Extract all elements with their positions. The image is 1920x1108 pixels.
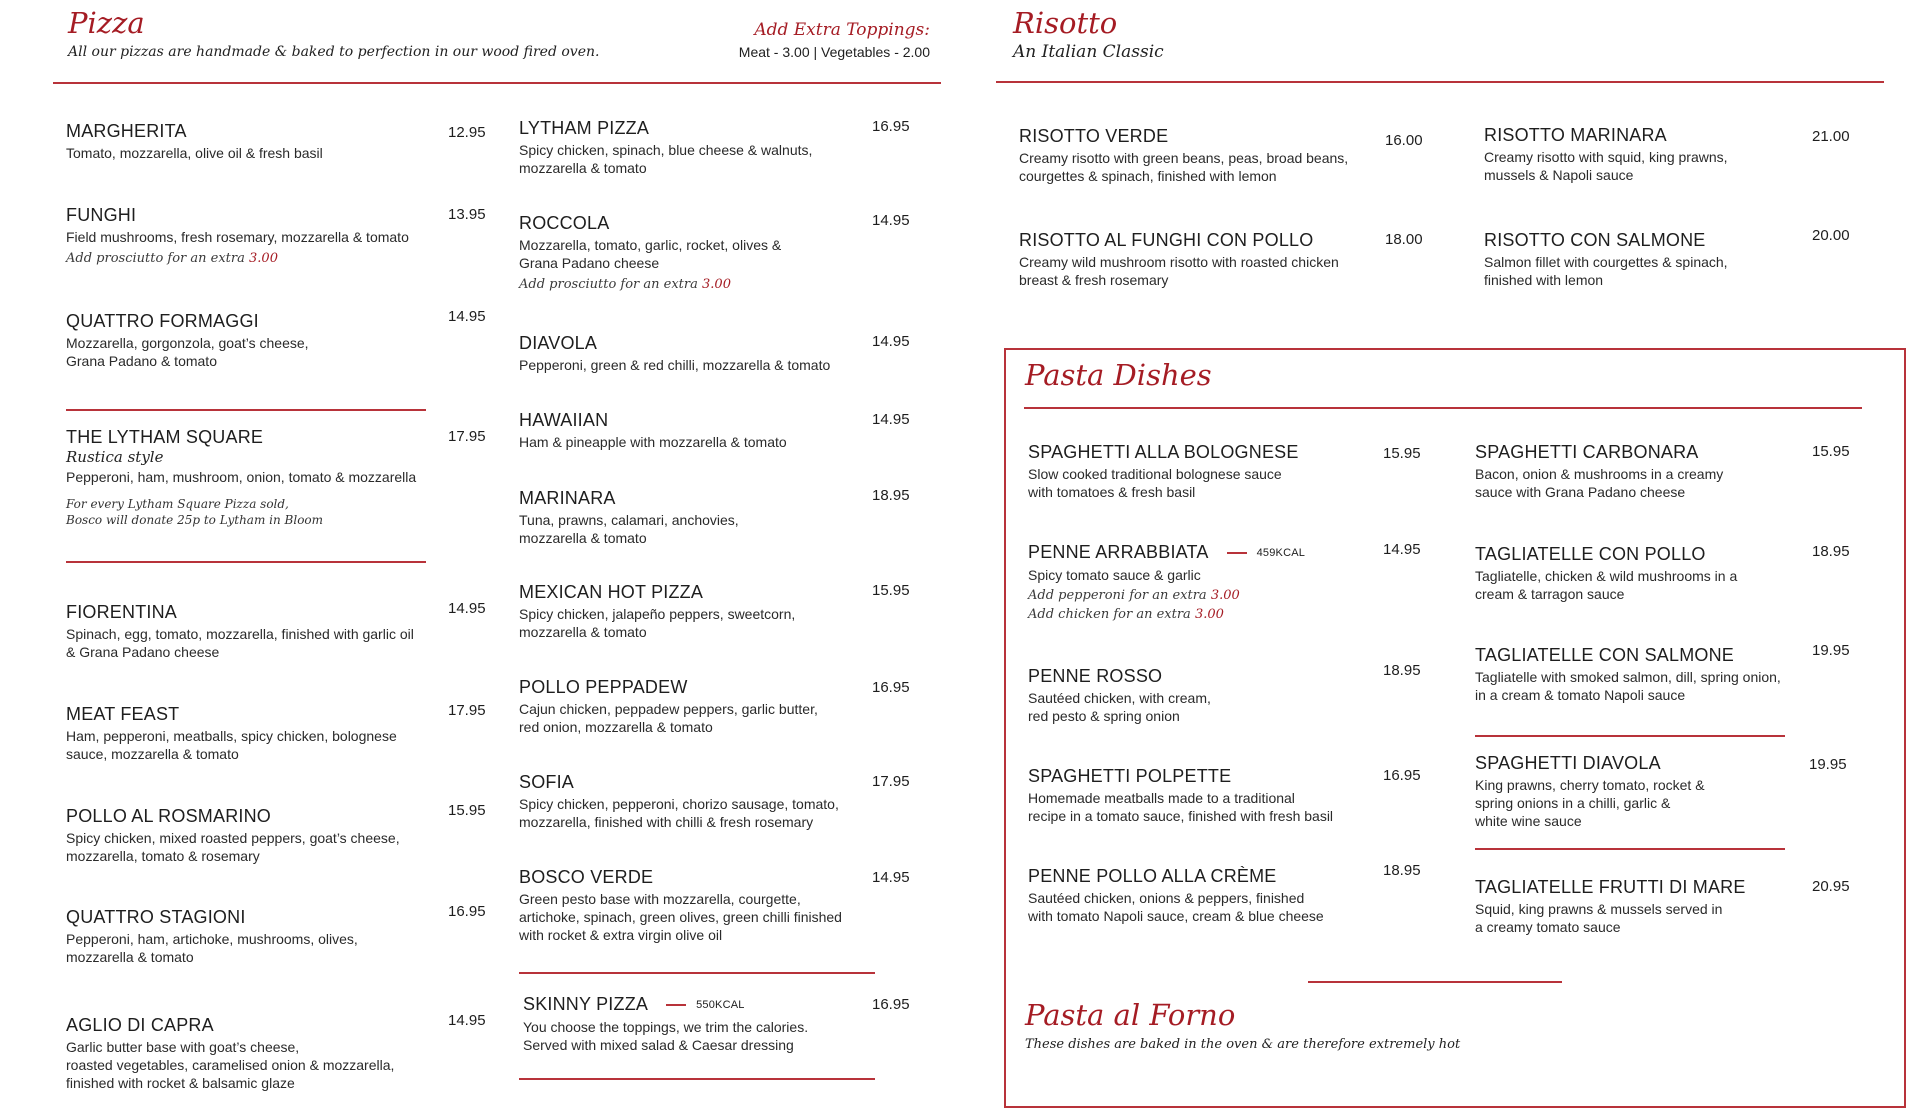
menu-item-risotto-marinara: RISOTTO MARINARA Creamy risotto with squid, king prawns, mussels & Napoli sauce xyxy=(1484,125,1728,183)
price-aglio-di-capra: 14.95 xyxy=(448,1012,486,1029)
price-tagliatelle-frutti-di-mare: 20.95 xyxy=(1812,878,1850,895)
pizza-divider-3 xyxy=(519,972,875,974)
menu-item-roccola: ROCCOLA Mozzarella, tomato, garlic, rocket, olives & Grana Padano cheese Add prosciutto for an extra 3.00 xyxy=(519,213,782,292)
price-tagliatelle-con-pollo: 18.95 xyxy=(1812,543,1850,560)
price-bosco-verde: 14.95 xyxy=(872,869,910,886)
menu-item-spaghetti-carbonara: SPAGHETTI CARBONARA Bacon, onion & mushrooms in a creamy sauce with Grana Padano cheese xyxy=(1475,442,1724,500)
menu-item-risotto-con-salmone: RISOTTO CON SALMONE Salmon fillet with courgettes & spinach, finished with lemon xyxy=(1484,230,1728,288)
pasta-title: Pasta Dishes xyxy=(1025,358,1212,392)
pizza-header-divider xyxy=(53,82,941,84)
menu-item-hawaiian: HAWAIIAN Ham & pineapple with mozzarella & tomato xyxy=(519,410,787,450)
price-skinny-pizza: 16.95 xyxy=(872,996,910,1013)
price-risotto-al-funghi-con-pollo: 18.00 xyxy=(1385,231,1423,248)
menu-item-lytham-pizza: LYTHAM PIZZA Spicy chicken, spinach, blue cheese & walnuts, mozzarella & tomato xyxy=(519,118,813,176)
kcal-badge: 550KCAL xyxy=(666,999,745,1011)
pizza-subtitle: All our pizzas are handmade & baked to perfection in our wood fired oven. xyxy=(68,44,600,60)
menu-item-tagliatelle-frutti-di-mare: TAGLIATELLE FRUTTI DI MARE Squid, king prawns & mussels served in a creamy tomato sauce xyxy=(1475,877,1746,935)
menu-item-lytham-square: THE LYTHAM SQUARE Rustica style Pepperoni, ham, mushroom, onion, tomato & mozzarella For every Lytham Square Pizza sold, Bosco will donate 25p to Lytham in Bloom xyxy=(66,427,417,527)
menu-item-margherita: MARGHERITA Tomato, mozzarella, olive oil & fresh basil xyxy=(66,121,323,161)
price-quattro-formaggi: 14.95 xyxy=(448,308,486,325)
pizza-divider-4 xyxy=(519,1078,875,1080)
menu-item-quattro-stagioni: QUATTRO STAGIONI Pepperoni, ham, artichoke, mushrooms, olives, mozzarella & tomato xyxy=(66,907,358,965)
price-funghi: 13.95 xyxy=(448,206,486,223)
menu-item-skinny-pizza: SKINNY PIZZA 550KCAL You choose the toppings, we trim the calories. Served with mixed salad & Caesar dressing xyxy=(523,994,809,1054)
risotto-title: Risotto xyxy=(1013,6,1118,40)
price-spaghetti-polpette: 16.95 xyxy=(1383,767,1421,784)
pizza-divider-1 xyxy=(66,409,426,411)
menu-item-pollo-peppadew: POLLO PEPPADEW Cajun chicken, peppadew peppers, garlic butter, red onion, mozzarella & tomato xyxy=(519,677,818,735)
price-risotto-con-salmone: 20.00 xyxy=(1812,227,1850,244)
price-spaghetti-alla-bolognese: 15.95 xyxy=(1383,445,1421,462)
menu-item-risotto-verde: RISOTTO VERDE Creamy risotto with green beans, peas, broad beans, courgettes & spinach, finished with lemon xyxy=(1019,126,1349,184)
menu-item-marinara: MARINARA Tuna, prawns, calamari, anchovies, mozzarella & tomato xyxy=(519,488,739,546)
menu-item-spaghetti-diavola: SPAGHETTI DIAVOLA King prawns, cherry tomato, rocket & spring onions in a chilli, garlic & white wine sauce xyxy=(1475,753,1705,829)
price-lytham-pizza: 16.95 xyxy=(872,118,910,135)
menu-item-sofia: SOFIA Spicy chicken, pepperoni, chorizo sausage, tomato, mozzarella, finished with chilli & fresh rosemary xyxy=(519,772,839,830)
price-pollo-al-rosmarino: 15.95 xyxy=(448,802,486,819)
menu-item-risotto-al-funghi-con-pollo: RISOTTO AL FUNGHI CON POLLO Creamy wild mushroom risotto with roasted chicken breast & fresh rosemary xyxy=(1019,230,1339,288)
price-spaghetti-carbonara: 15.95 xyxy=(1812,443,1850,460)
menu-item-mexican-hot-pizza: MEXICAN HOT PIZZA Spicy chicken, jalapeño peppers, sweetcorn, mozzarella & tomato xyxy=(519,582,796,640)
risotto-subtitle: An Italian Classic xyxy=(1013,42,1164,62)
pasta-divider-1 xyxy=(1475,735,1785,737)
price-diavola: 14.95 xyxy=(872,333,910,350)
price-margherita: 12.95 xyxy=(448,124,486,141)
menu-item-tagliatelle-con-salmone: TAGLIATELLE CON SALMONE Tagliatelle with smoked salmon, dill, spring onion, in a cream & tomato Napoli sauce xyxy=(1475,645,1781,703)
forno-title: Pasta al Forno xyxy=(1025,998,1236,1032)
price-marinara: 18.95 xyxy=(872,487,910,504)
price-risotto-verde: 16.00 xyxy=(1385,132,1423,149)
menu-item-fiorentina: FIORENTINA Spinach, egg, tomato, mozzarella, finished with garlic oil & Grana Padano cheese xyxy=(66,602,414,660)
extra-toppings-prices: Meat - 3.00 | Vegetables - 2.00 xyxy=(738,44,930,60)
pasta-divider-3 xyxy=(1308,981,1562,983)
price-pollo-peppadew: 16.95 xyxy=(872,679,910,696)
menu-item-funghi: FUNGHI Field mushrooms, fresh rosemary, mozzarella & tomato Add prosciutto for an extra 3.00 xyxy=(66,205,409,266)
price-sofia: 17.95 xyxy=(872,773,910,790)
price-spaghetti-diavola: 19.95 xyxy=(1809,756,1847,773)
menu-item-penne-rosso: PENNE ROSSO Sautéed chicken, with cream, red pesto & spring onion xyxy=(1028,666,1211,724)
price-fiorentina: 14.95 xyxy=(448,600,486,617)
price-penne-rosso: 18.95 xyxy=(1383,662,1421,679)
pasta-divider-2 xyxy=(1475,848,1785,850)
menu-item-penne-arrabbiata: PENNE ARRABBIATA 459KCAL Spicy tomato sauce & garlic Add pepperoni for an extra 3.00 Add chicken for an extra 3.00 xyxy=(1028,542,1306,623)
menu-item-aglio-di-capra: AGLIO DI CAPRA Garlic butter base with goat’s cheese, roasted vegetables, caramelised onion & mozzarella, finished with rocket & balsamic glaze xyxy=(66,1015,395,1091)
menu-item-diavola: DIAVOLA Pepperoni, green & red chilli, mozzarella & tomato xyxy=(519,333,831,373)
menu-item-quattro-formaggi: QUATTRO FORMAGGI Mozzarella, gorgonzola, goat’s cheese, Grana Padano & tomato xyxy=(66,311,309,369)
risotto-header-divider xyxy=(996,81,1884,83)
price-lytham-square: 17.95 xyxy=(448,428,486,445)
price-tagliatelle-con-salmone: 19.95 xyxy=(1812,642,1850,659)
price-penne-arrabbiata: 14.95 xyxy=(1383,541,1421,558)
menu-item-bosco-verde: BOSCO VERDE Green pesto base with mozzarella, courgette, artichoke, spinach, green olives, green chilli finished with rocket & extra virgin olive oil xyxy=(519,867,842,943)
price-meat-feast: 17.95 xyxy=(448,702,486,719)
kcal-badge: 459KCAL xyxy=(1227,547,1306,559)
extra-toppings-title: Add Extra Toppings: xyxy=(754,20,930,40)
price-roccola: 14.95 xyxy=(872,212,910,229)
price-quattro-stagioni: 16.95 xyxy=(448,903,486,920)
pasta-header-divider xyxy=(1024,407,1862,409)
pizza-divider-2 xyxy=(66,561,426,563)
menu-item-tagliatelle-con-pollo: TAGLIATELLE CON POLLO Tagliatelle, chicken & wild mushrooms in a cream & tarragon sauce xyxy=(1475,544,1738,602)
menu-item-spaghetti-polpette: SPAGHETTI POLPETTE Homemade meatballs made to a traditional recipe in a tomato sauce, finished with fresh basil xyxy=(1028,766,1334,824)
pizza-title: Pizza xyxy=(68,6,145,40)
price-mexican-hot-pizza: 15.95 xyxy=(872,582,910,599)
menu-item-meat-feast: MEAT FEAST Ham, pepperoni, meatballs, spicy chicken, bolognese sauce, mozzarella & tomato xyxy=(66,704,397,762)
menu-item-pollo-al-rosmarino: POLLO AL ROSMARINO Spicy chicken, mixed roasted peppers, goat’s cheese, mozzarella, tomato & rosemary xyxy=(66,806,400,864)
price-hawaiian: 14.95 xyxy=(872,411,910,428)
price-penne-pollo-alla-creme: 18.95 xyxy=(1383,862,1421,879)
menu-item-penne-pollo-alla-creme: PENNE POLLO ALLA CRÈME Sautéed chicken, onions & peppers, finished with tomato Napoli sauce, cream & blue cheese xyxy=(1028,866,1324,924)
price-risotto-marinara: 21.00 xyxy=(1812,128,1850,145)
menu-item-spaghetti-alla-bolognese: SPAGHETTI ALLA BOLOGNESE Slow cooked traditional bolognese sauce with tomatoes & fresh basil xyxy=(1028,442,1299,500)
forno-subtitle: These dishes are baked in the oven & are therefore extremely hot xyxy=(1025,1037,1461,1052)
